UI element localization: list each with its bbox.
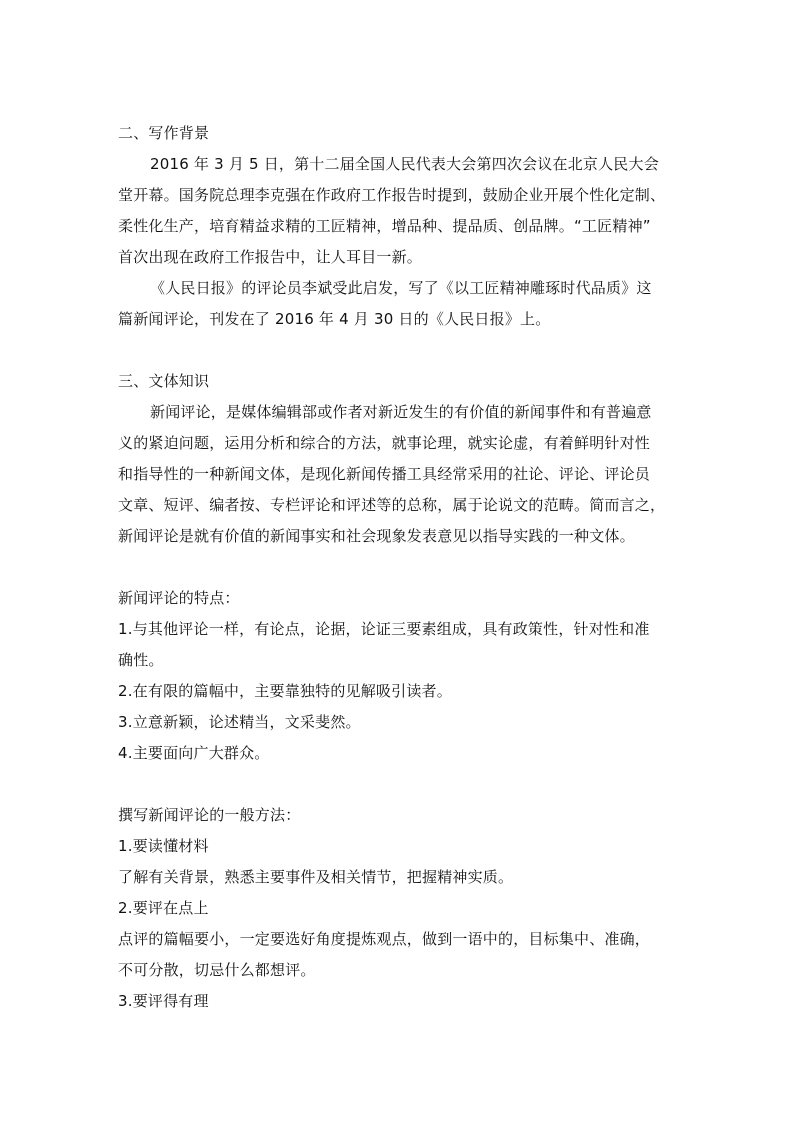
blank-line [118, 552, 683, 583]
method-title: 2.要评在点上 [118, 899, 209, 917]
paragraph-line: 新闻评论是就有价值的新闻事实和社会现象发表意见以指导实践的一种文体。 [118, 527, 635, 545]
list-item-continuation: 确性。 [118, 651, 164, 669]
paragraph-line: 义的紧迫问题，运用分析和综合的方法，就事论理，就实论虚，有着鲜明针对性 [118, 434, 651, 452]
method-title: 1.要读懂材料 [118, 837, 209, 855]
paragraph-line: 篇新闻评论，刊发在了 2016 年 4 月 30 日的《人民日报》上。 [118, 310, 551, 328]
document-body [118, 118, 683, 1017]
blank-line [118, 769, 683, 800]
features-heading: 新闻评论的特点： [118, 589, 240, 607]
paragraph-line: 堂开幕。国务院总理李克强在作政府工作报告时提到，鼓励企业开展个性化定制、 [118, 186, 666, 204]
section-heading-genre-knowledge: 三、文体知识 [118, 372, 210, 390]
paragraph-line: 首次出现在政府工作报告中，让人耳目一新。 [118, 248, 423, 266]
method-text: 不可分散，切忌什么都想评。 [118, 961, 316, 979]
paragraph-line: 新闻评论，是媒体编辑部或作者对新近发生的有价值的新闻事件和有普遍意 [150, 403, 652, 421]
method-text: 点评的篇幅要小，一定要选好角度提炼观点，做到一语中的，目标集中、准确， [118, 930, 651, 948]
paragraph-line: 2016 年 3 月 5 日，第十二届全国人民代表大会第四次会议在北京人民大会 [150, 155, 659, 173]
methods-heading: 撰写新闻评论的一般方法： [118, 806, 301, 824]
list-item: 3.立意新颖，论述精当，文采斐然。 [118, 713, 361, 731]
list-item: 4.主要面向广大群众。 [118, 744, 270, 762]
list-item: 1.与其他评论一样，有论点，论据，论证三要素组成，具有政策性，针对性和准 [118, 620, 650, 638]
paragraph-line: 和指导性的一种新闻文体，是现化新闻传播工具经常采用的社论、评论、评论员 [118, 465, 651, 483]
method-title: 3.要评得有理 [118, 992, 209, 1010]
paragraph-line: 柔性化生产，培育精益求精的工匠精神，增品种、提品质、创品牌。“工匠精神” [118, 217, 651, 235]
list-item: 2.在有限的篇幅中，主要靠独特的见解吸引读者。 [118, 682, 452, 700]
paragraph-line: 文章、短评、编者按、专栏评论和评述等的总称，属于论说文的范畴。简而言之， [118, 496, 666, 514]
blank-line [118, 335, 683, 366]
paragraph-line: 《人民日报》的评论员李斌受此启发，写了《以工匠精神雕琢时代品质》这 [150, 279, 652, 297]
method-text: 了解有关背景，熟悉主要事件及相关情节，把握精神实质。 [118, 868, 514, 886]
section-heading-writing-background: 二、写作背景 [118, 124, 210, 142]
